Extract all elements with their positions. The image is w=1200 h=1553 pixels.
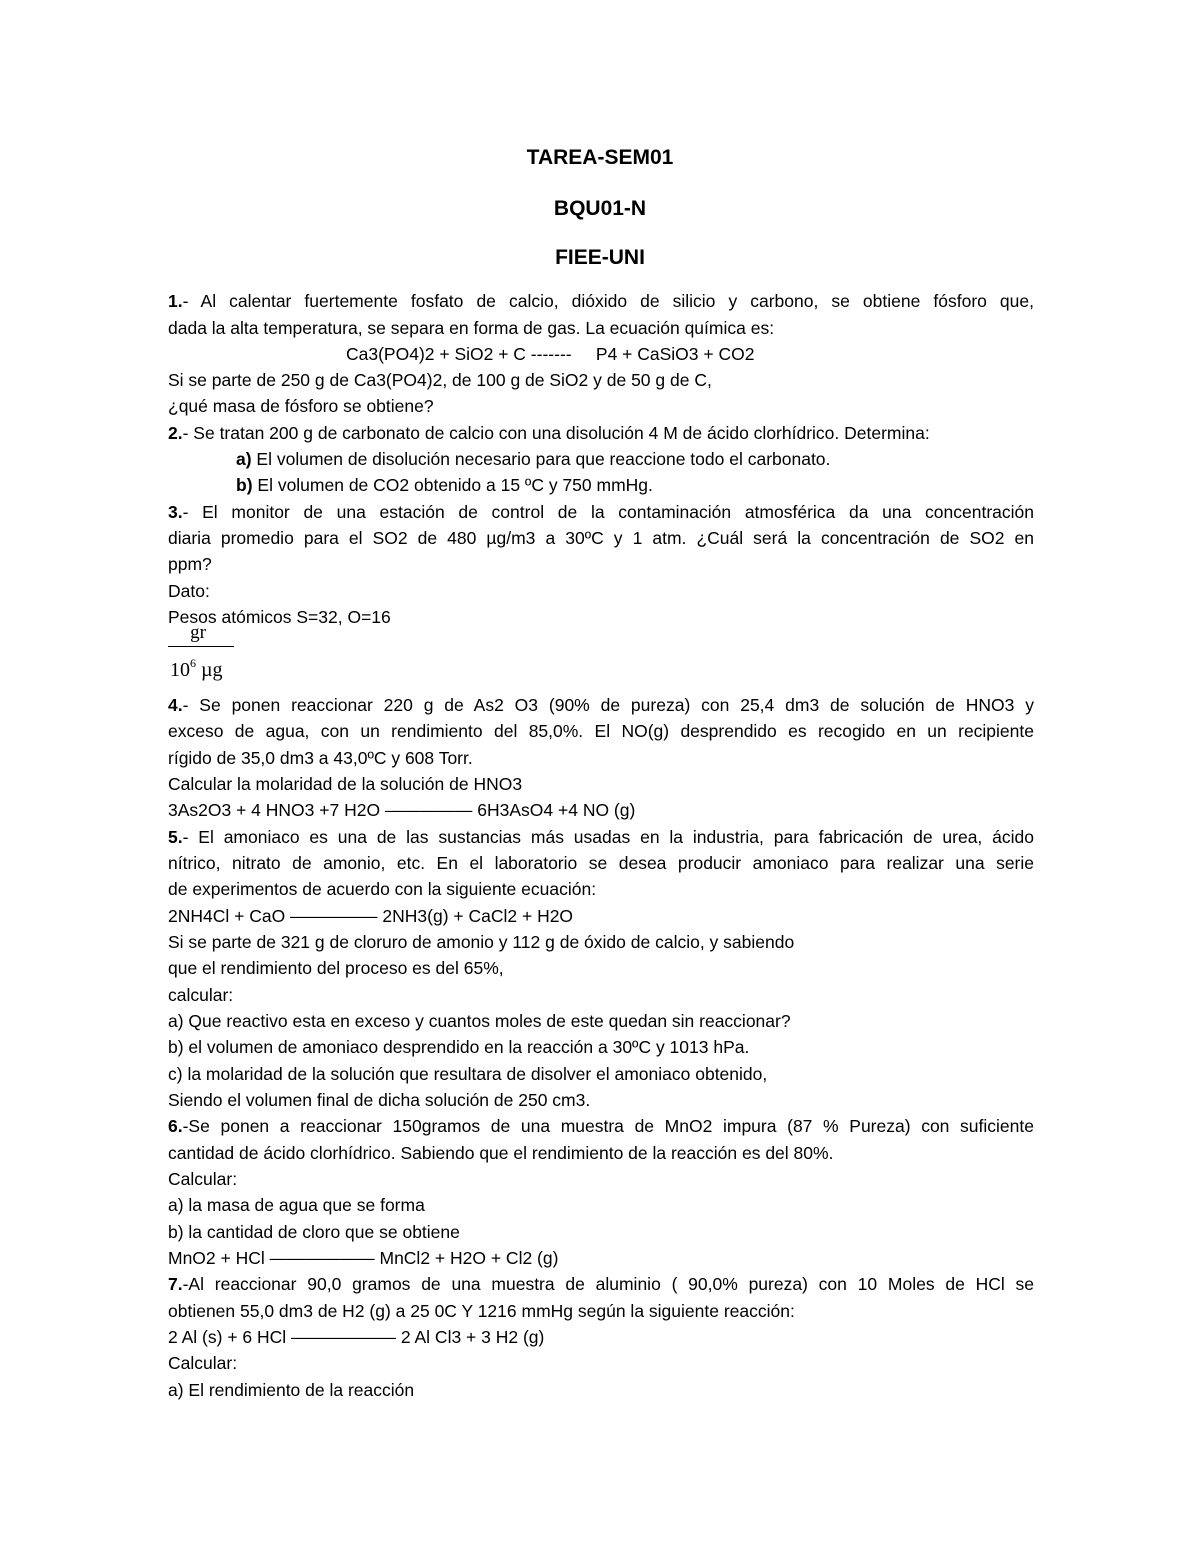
- problem-6-item-a: a) la masa de agua que se forma: [168, 1195, 425, 1215]
- problem-1-line-2: dada la alta temperatura, se separa en forma de gas. La ecuación química es:: [168, 318, 775, 338]
- problem-1-text: - Al calentar fuertemente fosfato de calcio, dióxido de silicio y carbono, se obtiene fósforo que,: [182, 291, 1034, 311]
- problem-5-number: 5.: [168, 827, 183, 847]
- faculty-name: FIEE-UNI: [555, 246, 645, 269]
- item-a-label: a): [236, 449, 252, 469]
- problem-3-line-3: ppm?: [168, 554, 212, 574]
- problem-7-line-2: obtienen 55,0 dm3 de H2 (g) a 25 0C Y 1216 mmHg según la siguiente reacción:: [168, 1301, 795, 1321]
- problem-3-atomic-weights: Pesos atómicos S=32, O=16: [168, 607, 391, 627]
- problem-5-item-c: c) la molaridad de la solución que resultara de disolver el amoniaco obtenido,: [168, 1064, 768, 1084]
- problem-3-text: - El monitor de una estación de control de la contaminación atmosférica da una concentración: [182, 502, 1034, 522]
- item-b-text: El volumen de CO2 obtenido a 15 ºC y 750 mmHg.: [252, 475, 653, 495]
- problem-7-equation: 2 Al (s) + 6 HCl —————— 2 Al Cl3 + 3 H2 (g): [168, 1327, 545, 1347]
- problem-6-line-2: cantidad de ácido clorhídrico. Sabiendo que el rendimiento de la reacción es del 80%.: [168, 1143, 834, 1163]
- problem-6-equation: MnO2 + HCl —————— MnCl2 + H2O + Cl2 (g): [168, 1248, 559, 1268]
- problem-5-line-7: calcular:: [168, 985, 234, 1005]
- problem-6-text: -Se ponen a reaccionar 150gramos de una muestra de MnO2 impura (87 % Pureza) con suficiente: [182, 1116, 1034, 1136]
- problem-3-line-2: diaria promedio para el SO2 de 480 µg/m3 a 30ºC y 1 atm. ¿Cuál será la concentración de SO2 en: [168, 528, 1034, 548]
- problem-7-text: -Al reaccionar 90,0 gramos de una muestra de aluminio ( 90,0% pureza) con 10 Moles de HCl se: [182, 1274, 1034, 1294]
- problem-6-line-3: Calcular:: [168, 1169, 238, 1189]
- fraction-numerator: gr: [190, 622, 206, 643]
- problem-6-item-b: b) la cantidad de cloro que se obtiene: [168, 1222, 460, 1242]
- problem-4-line-2: exceso de agua, con un rendimiento del 85,0%. El NO(g) desprendido es recogido en un recipiente: [168, 721, 1034, 741]
- item-b-label: b): [236, 475, 253, 495]
- problem-7-line-1: [168, 1271, 1034, 1297]
- problem-2-text: - Se tratan 200 g de carbonato de calcio con una disolución 4 M de ácido clorhídrico. Determina:: [182, 423, 930, 443]
- fraction-bar: [168, 646, 234, 647]
- problem-5-line-1: [168, 824, 1034, 850]
- problem-7-line-4: Calcular:: [168, 1353, 238, 1373]
- problem-4-line-1: [168, 692, 1034, 718]
- problem-2-line-1: [168, 420, 1034, 446]
- problem-5-line-6: que el rendimiento del proceso es del 65%,: [168, 958, 504, 978]
- item-a-text: El volumen de disolución necesario para que reaccione todo el carbonato.: [251, 449, 831, 469]
- problem-7-number: 7.: [168, 1274, 183, 1294]
- problem-7-item-a: a) El rendimiento de la reacción: [168, 1380, 415, 1400]
- problem-4-number: 4.: [168, 695, 183, 715]
- problem-5-equation: 2NH4Cl + CaO ————— 2NH3(g) + CaCl2 + H2O: [168, 906, 574, 926]
- problem-1-equation: Ca3(PO4)2 + SiO2 + C ------- P4 + CaSiO3 + CO2: [346, 344, 755, 364]
- problem-6-line-1: [168, 1113, 1034, 1139]
- problem-6-number: 6.: [168, 1116, 183, 1136]
- problem-4-line-3: rígido de 35,0 dm3 a 43,0ºC y 608 Torr.: [168, 748, 473, 768]
- problem-5-text: - El amoniaco es una de las sustancias más usadas en la industria, para fabricación de urea, ácido: [182, 827, 1034, 847]
- problem-2-number: 2.: [168, 423, 183, 443]
- problem-1-question: ¿qué masa de fósforo se obtiene?: [168, 396, 434, 416]
- problem-1-line-1: [168, 288, 1034, 314]
- problem-4-equation: 3As2O3 + 4 HNO3 +7 H2O ————— 6H3AsO4 +4 NO (g): [168, 800, 636, 820]
- problem-5-line-11: Siendo el volumen final de dicha solución de 250 cm3.: [168, 1090, 591, 1110]
- problem-1-number: 1.: [168, 291, 183, 311]
- conversion-fraction: [168, 622, 234, 682]
- problem-5-item-a: a) Que reactivo esta en exceso y cuantos moles de este quedan sin reaccionar?: [168, 1011, 791, 1031]
- problem-2-item-a: [236, 446, 1034, 472]
- doc-title: TAREA-SEM01: [526, 146, 674, 169]
- problem-5-item-b: b) el volumen de amoniaco desprendido en la reacción a 30ºC y 1013 hPa.: [168, 1037, 750, 1057]
- problem-5-line-2: nítrico, nitrato de amonio, etc. En el laboratorio se desea producir amoniaco para realizar una serie: [168, 853, 1034, 873]
- problem-4-text: - Se ponen reaccionar 220 g de As2 O3 (90% de pureza) con 25,4 dm3 de solución de HNO3 y: [182, 695, 1034, 715]
- problem-4-line-4: Calcular la molaridad de la solución de HNO3: [168, 774, 523, 794]
- problem-3-data-label: Dato:: [168, 581, 210, 601]
- problem-1-line-3: Si se parte de 250 g de Ca3(PO4)2, de 100 g de SiO2 y de 50 g de C,: [168, 370, 712, 390]
- problem-5-line-3: de experimentos de acuerdo con la siguiente ecuación:: [168, 879, 597, 899]
- problem-2-item-b: [236, 472, 1034, 498]
- problem-3-number: 3.: [168, 502, 183, 522]
- problem-3-line-1: [168, 499, 1034, 525]
- problem-5-line-5: Si se parte de 321 g de cloruro de amonio y 112 g de óxido de calcio, y sabiendo: [168, 932, 795, 952]
- fraction-denominator: $10^6$ µg: [170, 656, 223, 681]
- course-code: BQU01-N: [553, 197, 647, 220]
